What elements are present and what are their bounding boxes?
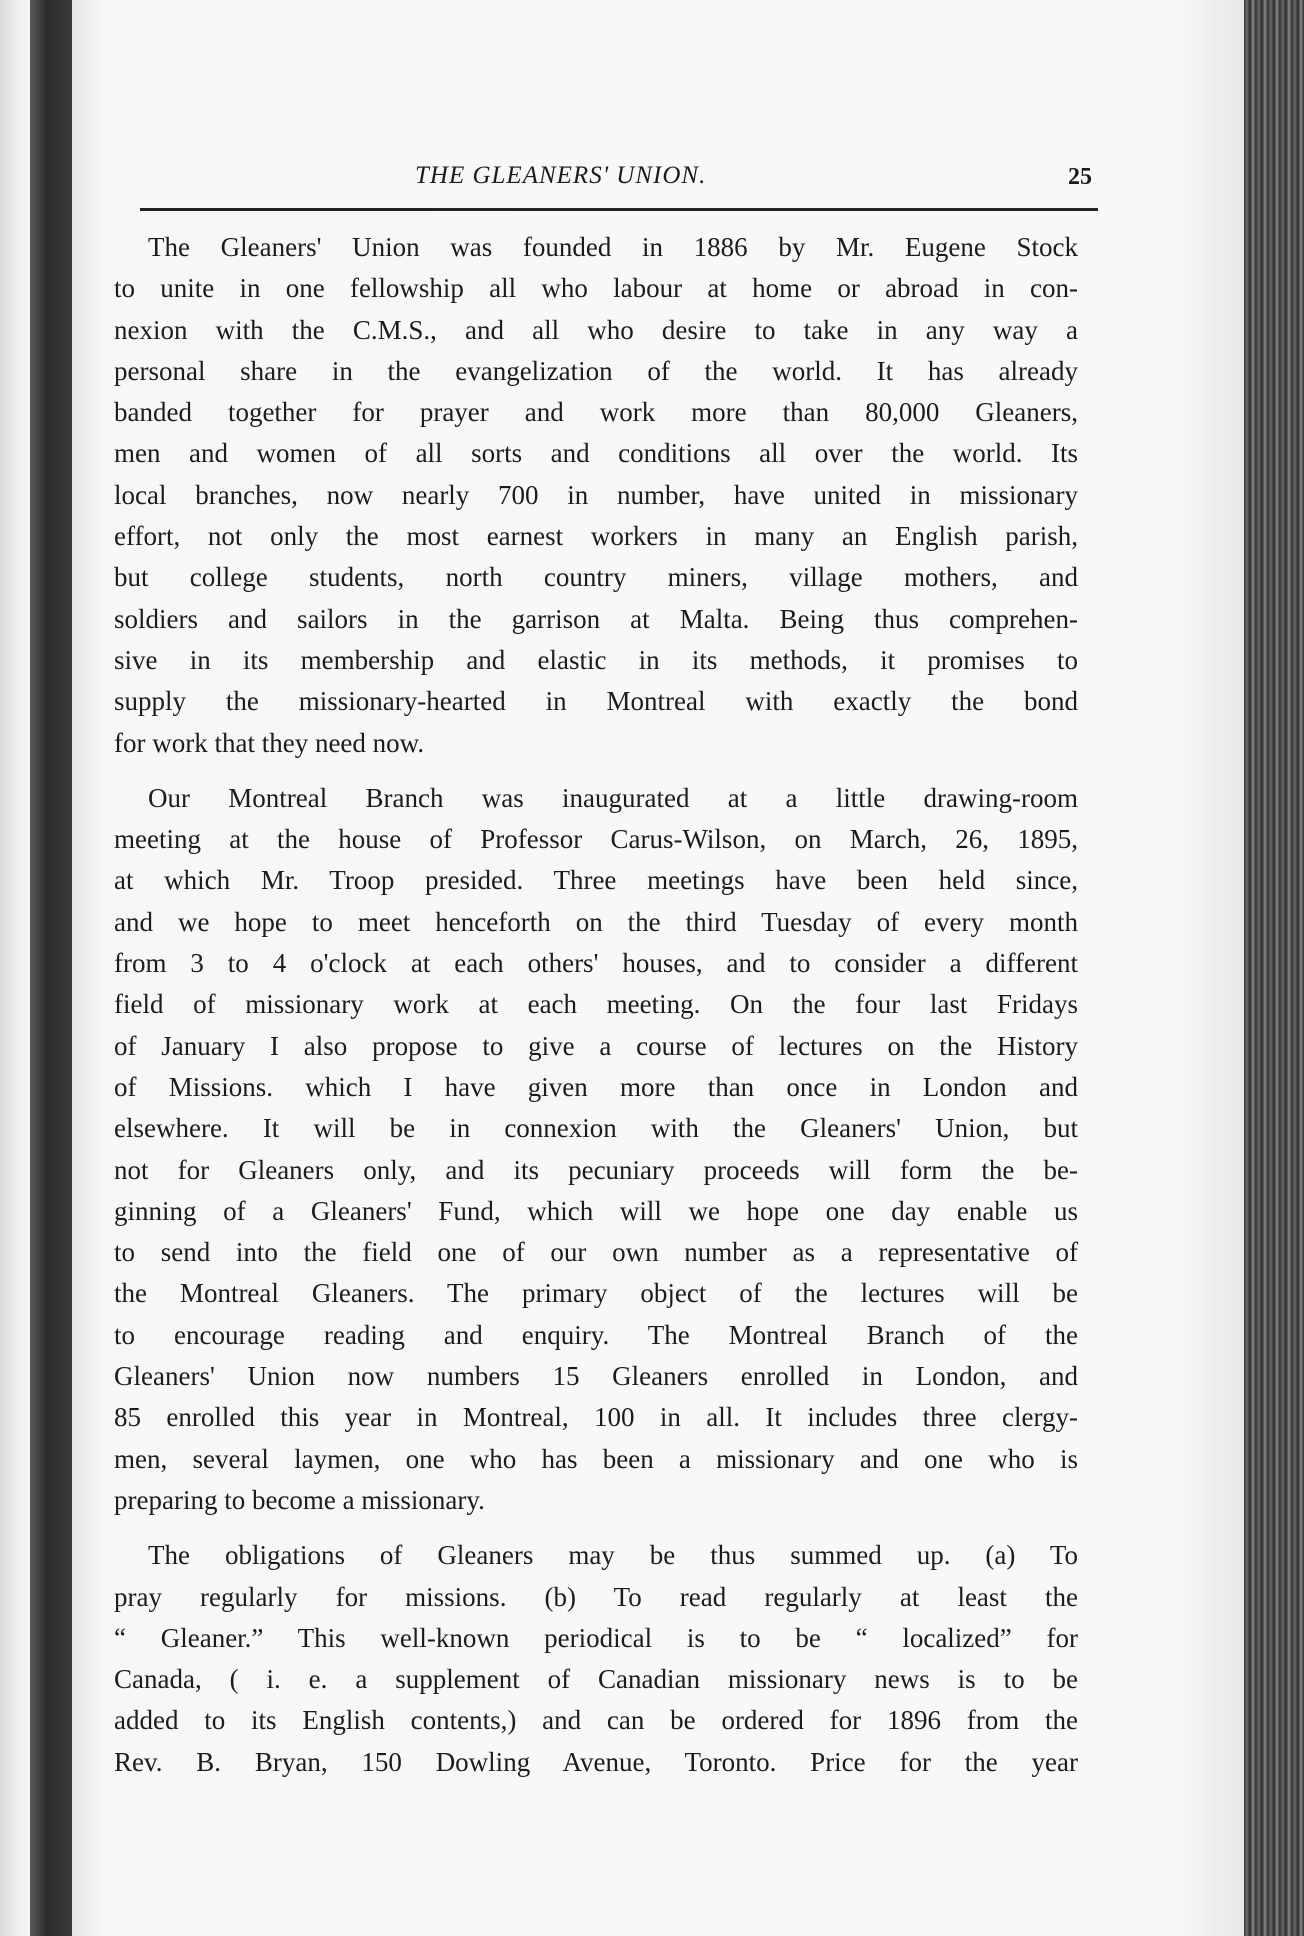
text-line: pray regularly for missions. (b) To read regularly at least the bbox=[114, 1581, 1078, 1612]
book-binding-shadow bbox=[30, 0, 72, 1936]
text-line: effort, not only the most earnest workers in many an English parish, bbox=[114, 521, 1078, 552]
text-line: Our Montreal Branch was inaugurated at a little drawing-room bbox=[148, 782, 1078, 813]
text-line: Canada, ( i. e. a supplement of Canadian missionary news is to be bbox=[114, 1664, 1078, 1695]
text-line: supply the missionary-hearted in Montreal with exactly the bond bbox=[114, 686, 1078, 717]
text-line: of January I also propose to give a course of lectures on the History bbox=[114, 1030, 1078, 1061]
text-line: at which Mr. Troop presided. Three meetings have been held since, bbox=[114, 865, 1078, 896]
text-line: local branches, now nearly 700 in number, have united in missionary bbox=[114, 479, 1078, 510]
text-line: Gleaners' Union now numbers 15 Gleaners enrolled in London, and bbox=[114, 1361, 1078, 1392]
paragraph-3 bbox=[114, 1535, 1078, 1783]
text-line: and we hope to meet henceforth on the third Tuesday of every month bbox=[114, 906, 1078, 937]
body-text bbox=[114, 227, 1078, 1797]
text-line: of Missions. which I have given more than once in London and bbox=[114, 1071, 1078, 1102]
text-line: field of missionary work at each meeting. On the four last Fridays bbox=[114, 989, 1078, 1020]
text-line: banded together for prayer and work more than 80,000 Gleaners, bbox=[114, 397, 1078, 428]
text-line: but college students, north country miners, village mothers, and bbox=[114, 562, 1078, 593]
text-line: not for Gleaners only, and its pecuniary proceeds will form the be- bbox=[114, 1154, 1078, 1185]
text-line: to encourage reading and enquiry. The Montreal Branch of the bbox=[114, 1319, 1078, 1350]
header-rule bbox=[140, 208, 1098, 211]
text-line: men, several laymen, one who has been a missionary and one who is bbox=[114, 1443, 1078, 1474]
paragraph-1 bbox=[114, 227, 1078, 764]
running-title: THE GLEANERS' UNION. bbox=[415, 162, 707, 189]
text-line: personal share in the evangelization of the world. It has already bbox=[114, 355, 1078, 386]
text-line: preparing to become a missionary. bbox=[114, 1484, 485, 1515]
text-line: for work that they need now. bbox=[114, 727, 425, 758]
text-line: The Gleaners' Union was founded in 1886 by Mr. Eugene Stock bbox=[148, 232, 1078, 262]
page-number: 25 bbox=[1068, 164, 1092, 190]
paragraph-2 bbox=[114, 778, 1078, 1521]
text-line: added to its English contents,) and can be ordered for 1896 from the bbox=[114, 1705, 1078, 1736]
text-line: men and women of all sorts and conditions all over the world. Its bbox=[114, 438, 1078, 469]
text-line: “ Gleaner.” This well-known periodical is to be “ localized” for bbox=[114, 1622, 1078, 1653]
text-line: to send into the field one of our own number as a representative of bbox=[114, 1237, 1078, 1268]
page-edges bbox=[1244, 0, 1304, 1936]
text-line: sive in its membership and elastic in its methods, it promises to bbox=[114, 644, 1078, 675]
text-line: meeting at the house of Professor Carus-Wilson, on March, 26, 1895, bbox=[114, 824, 1078, 855]
text-line: the Montreal Gleaners. The primary object of the lectures will be bbox=[114, 1278, 1078, 1309]
text-line: to unite in one fellowship all who labour at home or abroad in con- bbox=[114, 273, 1078, 304]
text-line: elsewhere. It will be in connexion with the Gleaners' Union, but bbox=[114, 1113, 1078, 1144]
text-line: ginning of a Gleaners' Fund, which will we hope one day enable us bbox=[114, 1195, 1078, 1226]
text-line: soldiers and sailors in the garrison at Malta. Being thus comprehen- bbox=[114, 603, 1078, 634]
text-line: The obligations of Gleaners may be thus summed up. (a) To bbox=[148, 1540, 1078, 1571]
text-line: nexion with the C.M.S., and all who desire to take in any way a bbox=[114, 314, 1078, 345]
text-line: 85 enrolled this year in Montreal, 100 in all. It includes three clergy- bbox=[114, 1402, 1078, 1433]
running-header bbox=[150, 162, 1092, 202]
text-line: from 3 to 4 o'clock at each others' houses, and to consider a different bbox=[114, 948, 1078, 979]
text-line: Rev. B. Bryan, 150 Dowling Avenue, Toronto. Price for the year bbox=[114, 1746, 1078, 1777]
